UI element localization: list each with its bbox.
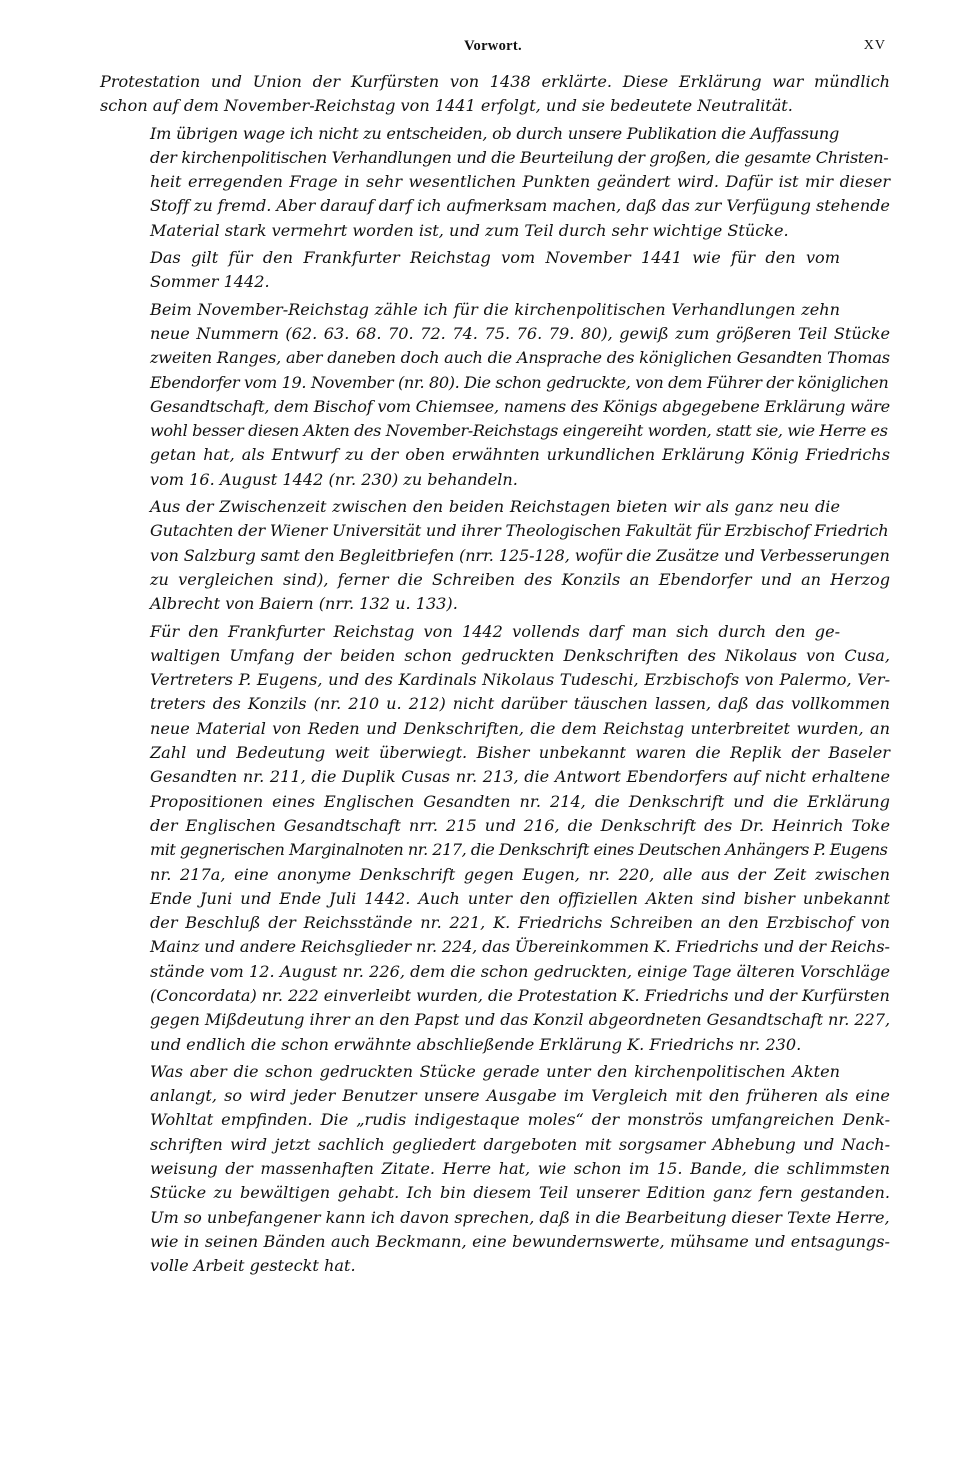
text-line: Ende Juni und Ende Juli 1442. Auch unter den offiziellen Akten sind bisher unbekannt bbox=[150, 888, 890, 908]
text-line: Stücke zu bewältigen gehabt. Ich bin diesem Teil unserer Edition ganz fern gestanden. bbox=[150, 1183, 891, 1203]
text-line: der Beschluß der Reichsstände nr. 221, K. Friedrichs Schreiben an den Erzbischof von bbox=[150, 913, 891, 933]
text-line: neue Material von Reden und Denkschriften, die dem Reichstag unterbreitet wurden, an bbox=[150, 718, 890, 738]
running-title: Vorwort. bbox=[464, 38, 522, 54]
text-line: Im übrigen wage ich nicht zu entscheiden, ob durch unsere Publikation die Auffassung bbox=[150, 123, 840, 143]
text-line: und endlich die schon erwähnte abschließende Erklärung K. Friedrichs nr. 230. bbox=[150, 1034, 802, 1054]
text-line: Material stark vermehrt worden ist, und zum Teil durch sehr wichtige Stücke. bbox=[150, 220, 789, 240]
text-line: Gesandten nr. 211, die Duplik Cusas nr. 213, die Antwort Ebendorfers auf nicht erhaltene bbox=[150, 767, 890, 787]
text-line: Sommer 1442. bbox=[150, 272, 270, 292]
paragraph bbox=[100, 1060, 890, 1279]
text-line: Mainz und andere Reichsglieder nr. 224, das Übereinkommen K. Friedrichs und der Reichs- bbox=[150, 937, 890, 957]
paragraph bbox=[100, 620, 890, 1057]
text-line: Propositionen eines Englischen Gesandten nr. 214, die Denkschrift und die Erklärung bbox=[150, 791, 890, 811]
text-line: wohl besser diesen Akten des November-Reichstags eingereiht worden, statt sie, wie Herre es bbox=[150, 421, 888, 441]
text-line: (Concordata) nr. 222 einverleibt wurden, die Protestation K. Friedrichs und der Kurfürsten bbox=[150, 985, 890, 1005]
text-line: treters des Konzils (nr. 210 u. 212) nicht darüber täuschen lassen, daß das vollkommen bbox=[150, 694, 891, 714]
text-line: waltigen Umfang der beiden schon gedruckten Denkschriften des Nikolaus von Cusa, bbox=[150, 645, 890, 665]
text-line: getan hat, als Entwurf zu der oben erwähnten urkundlichen Erklärung König Friedrichs bbox=[150, 445, 890, 465]
text-line: Protestation und Union der Kurfürsten von 1438 erklärte. Diese Erklärung war mündlich bbox=[100, 72, 890, 91]
paragraph bbox=[100, 495, 890, 616]
text-line: vom 16. August 1442 (nr. 230) zu behandeln. bbox=[150, 469, 518, 489]
text-line: weisung der massenhaften Zitate. Herre hat, wie schon im 15. Bande, die schlimmsten bbox=[150, 1159, 891, 1179]
text-line: Beim November-Reichstag zähle ich für die kirchenpolitischen Verhandlungen zehn bbox=[150, 299, 840, 319]
text-line: anlangt, so wird jeder Benutzer unsere Ausgabe im Vergleich mit den früheren als eine bbox=[150, 1086, 890, 1106]
text-line: Zahl und Bedeutung weit überwiegt. Bisher unbekannt waren die Replik der Baseler bbox=[150, 743, 890, 763]
text-line: volle Arbeit gesteckt hat. bbox=[150, 1256, 356, 1276]
text-line: der kirchenpolitischen Verhandlungen und die Beurteilung der großen, die gesamte Christen- bbox=[150, 147, 889, 167]
text-line: Wohltat empfinden. Die „rudis indigestaque moles“ der monströs umfangreichen Denk- bbox=[150, 1110, 891, 1130]
text-line: schriften wird jetzt sachlich gegliedert dargeboten mit sorgsamer Abhebung und Nach- bbox=[150, 1134, 891, 1154]
text-line: Um so unbefangener kann ich davon sprechen, daß in die Bearbeitung dieser Texte Herre, bbox=[150, 1207, 890, 1227]
text-line: Für den Frankfurter Reichstag von 1442 vollends darf man sich durch den ge- bbox=[150, 621, 841, 641]
text-line: Vertreters P. Eugens, und des Kardinals Nikolaus Tudeschi, Erzbischofs von Palermo, Ver- bbox=[150, 670, 891, 690]
text-line: Albrecht von Baiern (nrr. 132 u. 133). bbox=[150, 594, 458, 614]
text-line: zweiten Ranges, aber daneben doch auch die Ansprache des königlichen Gesandten Thomas bbox=[150, 348, 890, 368]
paragraph bbox=[100, 70, 890, 119]
text-line: Stoff zu fremd. Aber darauf darf ich aufmerksam machen, daß das zur Verfügung stehende bbox=[150, 196, 890, 216]
text-line: Was aber die schon gedruckten Stücke gerade unter den kirchenpolitischen Akten bbox=[150, 1061, 840, 1081]
text-line: wie in seinen Bänden auch Beckmann, eine bewundernswerte, mühsame und entsagungs- bbox=[150, 1231, 890, 1251]
text-line: schon auf dem November-Reichstag von 1441 erfolgt, und sie bedeutete Neutralität. bbox=[100, 96, 793, 116]
text-line: stände vom 12. August nr. 226, dem die schon gedruckten, einige Tage älteren Vorschläge bbox=[150, 961, 890, 981]
text-line: neue Nummern (62. 63. 68. 70. 72. 74. 75. 76. 79. 80), gewiß zum größeren Teil Stücke bbox=[150, 323, 890, 343]
running-head bbox=[100, 38, 886, 58]
paragraph bbox=[100, 122, 890, 243]
text-line: Ebendorfer vom 19. November (nr. 80). Die schon gedruckte, von dem Führer der königlichen bbox=[150, 372, 889, 392]
body-text bbox=[100, 70, 890, 1280]
text-line: nr. 217a, eine anonyme Denkschrift gegen Eugen, nr. 220, alle aus der Zeit zwischen bbox=[150, 864, 890, 884]
text-line: Gesandtschaft, dem Bischof vom Chiemsee, namens des Königs abgegebene Erklärung wäre bbox=[150, 396, 890, 416]
text-line: heit erregenden Frage in sehr wesentlichen Punkten geändert wird. Dafür ist mir dieser bbox=[150, 172, 891, 192]
text-line: Gutachten der Wiener Universität und ihrer Theologischen Fakultät für Erzbischof Friedrich bbox=[150, 521, 889, 541]
paragraph bbox=[100, 246, 890, 295]
text-line: zu vergleichen sind), ferner die Schreiben des Konzils an Ebendorfer und an Herzog bbox=[150, 569, 891, 589]
text-line: Aus der Zwischenzeit zwischen den beiden Reichstagen bieten wir als ganz neu die bbox=[150, 497, 840, 517]
text-line: Das gilt für den Frankfurter Reichstag vom November 1441 wie für den vom bbox=[150, 248, 840, 268]
paragraph bbox=[100, 298, 890, 492]
text-line: gegen Mißdeutung ihrer an den Papst und das Konzil abgeordneten Gesandtschaft nr. 227, bbox=[150, 1010, 891, 1030]
page-number: XV bbox=[863, 38, 886, 53]
text-line: von Salzburg samt den Begleitbriefen (nrr. 125-128, wofür die Zusätze und Verbesserungen bbox=[150, 545, 890, 565]
text-line: der Englischen Gesandtschaft nrr. 215 und 216, die Denkschrift des Dr. Heinrich Toke bbox=[150, 815, 890, 835]
text-line: mit gegnerischen Marginalnoten nr. 217, die Denkschrift eines Deutschen Anhängers P. Eugens bbox=[150, 840, 888, 860]
